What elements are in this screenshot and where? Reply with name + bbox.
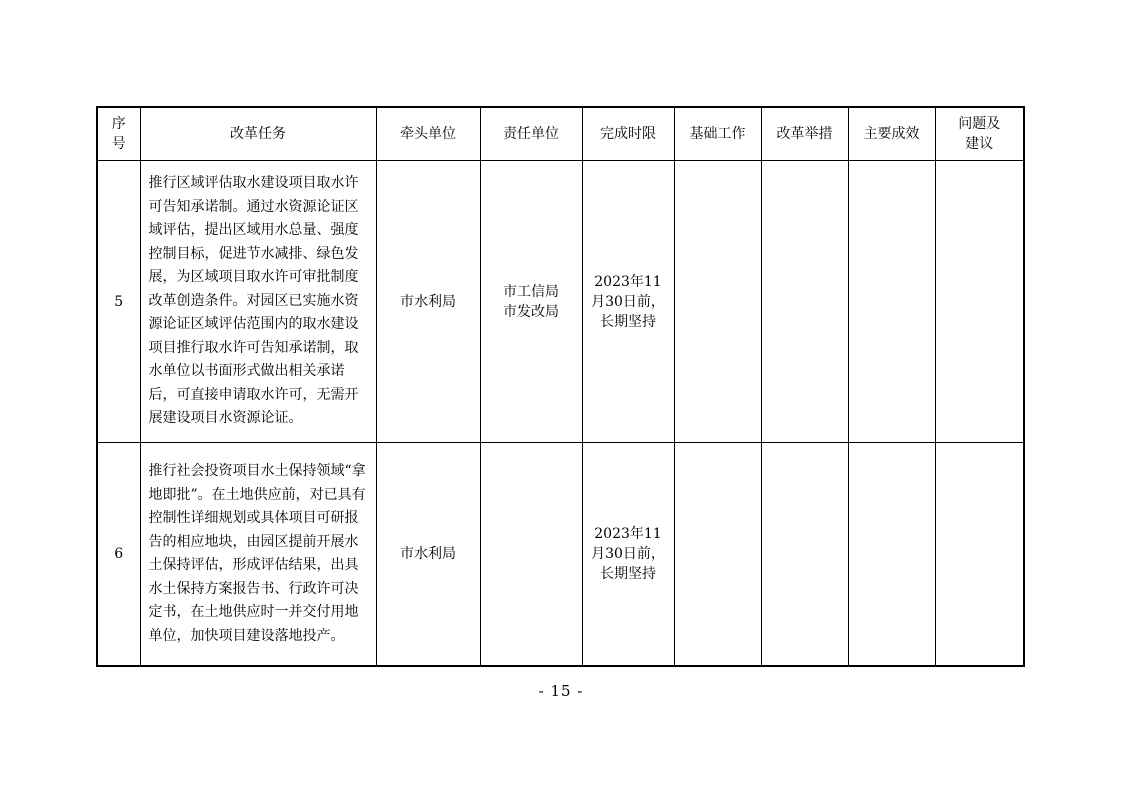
cell-seq: 6 bbox=[97, 443, 140, 667]
cell-basic-work bbox=[674, 443, 761, 667]
cell-main-results bbox=[848, 161, 935, 443]
header-seq: 序号 bbox=[97, 107, 140, 161]
cell-responsible-unit bbox=[480, 443, 582, 667]
header-lead-unit: 牵头单位 bbox=[376, 107, 480, 161]
cell-task: 推行区域评估取水建设项目取水许可告知承诺制。通过水资源论证区域评估，提出区域用水总量、强度控制目标，促进节水减排、绿色发展，为区域项目取水许可审批制度改革创造条件。对园区已实施水资源论证区域评估范围内的取水建设项目推行取水许可告知承诺制，取水单位以书面形式做出相关承诺后，可直接申请取水许可，无需开展建设项目水资源论证。 bbox=[140, 161, 376, 443]
cell-issues-suggestions bbox=[935, 161, 1024, 443]
cell-main-results bbox=[848, 443, 935, 667]
cell-lead-unit: 市水利局 bbox=[376, 443, 480, 667]
header-basic-work: 基础工作 bbox=[674, 107, 761, 161]
header-reform-measures: 改革举措 bbox=[761, 107, 848, 161]
header-task: 改革任务 bbox=[140, 107, 376, 161]
cell-task: 推行社会投资项目水土保持领域“拿地即批”。在土地供应前，对已具有控制性详细规划或具体项目可研报告的相应地块，由园区提前开展水土保持评估，形成评估结果，出具水土保持方案报告书、行政许可决定书，在土地供应时一并交付用地单位，加快项目建设落地投产。 bbox=[140, 443, 376, 667]
cell-reform-measures bbox=[761, 443, 848, 667]
header-deadline: 完成时限 bbox=[582, 107, 674, 161]
cell-issues-suggestions bbox=[935, 443, 1024, 667]
header-main-results: 主要成效 bbox=[848, 107, 935, 161]
reform-task-table bbox=[96, 106, 1025, 667]
table-row bbox=[97, 161, 1024, 443]
cell-seq: 5 bbox=[97, 161, 140, 443]
page-number: - 15 - bbox=[538, 682, 584, 700]
cell-reform-measures bbox=[761, 161, 848, 443]
header-responsible-unit: 责任单位 bbox=[480, 107, 582, 161]
cell-lead-unit: 市水利局 bbox=[376, 161, 480, 443]
cell-responsible-unit: 市工信局 市发改局 bbox=[480, 161, 582, 443]
cell-deadline: 2023年11月30日前，长期坚持 bbox=[582, 443, 674, 667]
header-issues-suggestions: 问题及建议 bbox=[935, 107, 1024, 161]
table-header-row bbox=[97, 107, 1024, 161]
cell-basic-work bbox=[674, 161, 761, 443]
cell-deadline: 2023年11月30日前，长期坚持 bbox=[582, 161, 674, 443]
table-row bbox=[97, 443, 1024, 667]
